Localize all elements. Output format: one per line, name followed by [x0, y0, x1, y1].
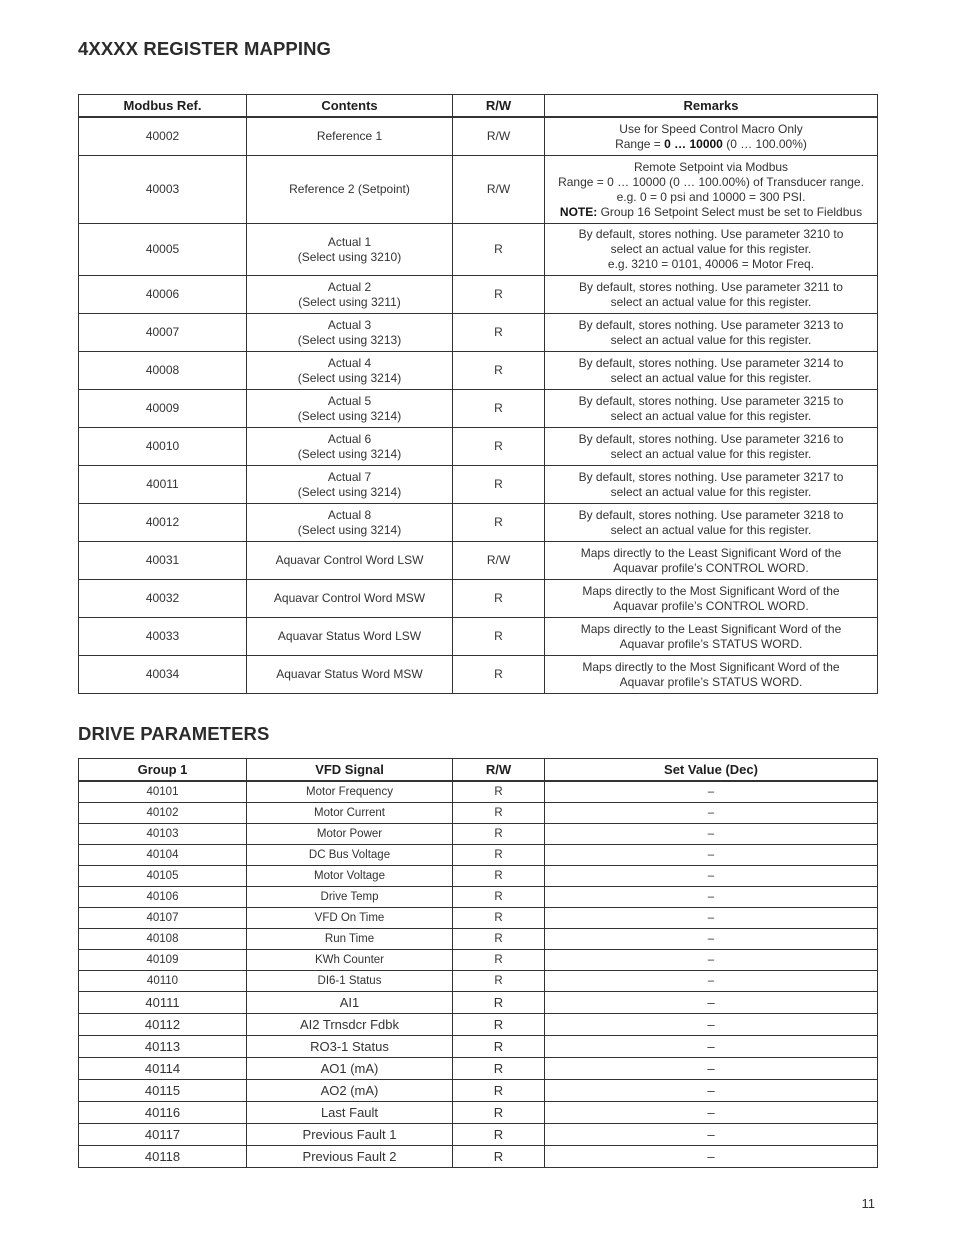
drive-parameters-table	[78, 758, 878, 1168]
vfd-signal-cell: AI1	[247, 992, 453, 1014]
vfd-signal-cell: DI6-1 Status	[247, 971, 453, 992]
remarks-text: By default, stores nothing. Use parameter 3215 to	[578, 393, 844, 408]
table-row	[79, 992, 878, 1014]
contents-line: (Select using 3210)	[297, 249, 402, 264]
set-value-cell: –	[545, 929, 878, 950]
remarks-text: select an actual value for this register.	[610, 446, 812, 461]
contents-cell	[247, 156, 453, 224]
remarks-text: select an actual value for this register.	[610, 408, 812, 423]
table-row	[79, 352, 878, 390]
set-value-cell: –	[545, 845, 878, 866]
contents-line: (Select using 3214)	[297, 446, 402, 461]
rw-cell: R	[453, 845, 545, 866]
table-row	[79, 929, 878, 950]
remarks-line	[549, 584, 873, 599]
table-row	[79, 390, 878, 428]
remarks-cell	[545, 656, 878, 694]
remarks-cell	[545, 466, 878, 504]
table-header-row	[79, 95, 878, 118]
remarks-cell	[545, 580, 878, 618]
remarks-line	[549, 205, 873, 220]
contents-line: Aquavar Status Word MSW	[276, 667, 423, 681]
vfd-signal-cell: Motor Current	[247, 803, 453, 824]
remarks-line	[549, 394, 873, 409]
rw-cell: R	[453, 950, 545, 971]
table-row	[79, 971, 878, 992]
remarks-line	[549, 175, 873, 190]
group-ref-cell: 40116	[79, 1102, 247, 1124]
contents-line: Actual 6	[327, 431, 372, 446]
contents-line: (Select using 3214)	[297, 484, 402, 499]
remarks-text: By default, stores nothing. Use parameter 3210 to	[578, 227, 844, 241]
contents-line: Reference 2 (Setpoint)	[289, 182, 410, 196]
remarks-text: select an actual value for this register.	[610, 332, 812, 347]
modbus-ref-cell: 40002	[79, 117, 247, 156]
remarks-text: Aquavar profile’s CONTROL WORD.	[613, 560, 809, 575]
table-row	[79, 908, 878, 929]
group-ref-cell: 40102	[79, 803, 247, 824]
table-row	[79, 1146, 878, 1168]
remarks-text: By default, stores nothing. Use parameter 3211 to	[579, 279, 843, 294]
remarks-text: By default, stores nothing. Use parameter 3213 to	[578, 317, 844, 332]
group-ref-cell: 40111	[79, 992, 247, 1014]
remarks-text: select an actual value for this register.	[610, 522, 812, 537]
vfd-signal-cell: Drive Temp	[247, 887, 453, 908]
contents-line: (Select using 3214)	[297, 370, 402, 385]
rw-cell: R	[453, 781, 545, 803]
group-ref-cell: 40110	[79, 971, 247, 992]
group-ref-cell: 40101	[79, 781, 247, 803]
vfd-signal-cell: AO2 (mA)	[247, 1080, 453, 1102]
rw-cell: R	[453, 352, 545, 390]
vfd-signal-cell: AI2 Trnsdcr Fdbk	[247, 1014, 453, 1036]
remarks-line	[549, 470, 873, 485]
rw-cell: R	[453, 656, 545, 694]
modbus-ref-cell: 40032	[79, 580, 247, 618]
remarks-cell	[545, 314, 878, 352]
remarks-text: By default, stores nothing. Use parameter 3214 to	[578, 355, 844, 370]
rw-cell: R	[453, 824, 545, 845]
modbus-ref-cell: 40033	[79, 618, 247, 656]
modbus-ref-cell: 40031	[79, 542, 247, 580]
remarks-text: Range = 0 … 10000 (0 … 100.00%) of Transducer range.	[558, 174, 864, 189]
column-header: Group 1	[79, 759, 247, 782]
remarks-line	[549, 432, 873, 447]
column-header: R/W	[453, 95, 545, 118]
remarks-line	[549, 447, 873, 462]
group-ref-cell: 40106	[79, 887, 247, 908]
modbus-ref-cell: 40011	[79, 466, 247, 504]
remarks-text: e.g. 3210 = 0101, 40006 = Motor Freq.	[607, 257, 815, 271]
table-row	[79, 466, 878, 504]
remarks-line	[549, 523, 873, 538]
remarks-text: Maps directly to the Most Significant Word of the	[582, 659, 840, 674]
contents-cell	[247, 352, 453, 390]
vfd-signal-cell: KWh Counter	[247, 950, 453, 971]
contents-line: Actual 8	[327, 507, 372, 522]
remarks-line	[549, 561, 873, 576]
remarks-text: (0 … 100.00%)	[722, 136, 807, 151]
remarks-text: select an actual value for this register.	[610, 242, 812, 256]
remarks-cell	[545, 542, 878, 580]
remarks-line	[549, 622, 873, 637]
remarks-text: By default, stores nothing. Use parameter 3216 to	[578, 431, 844, 446]
modbus-ref-cell: 40034	[79, 656, 247, 694]
remarks-text: e.g. 0 = 0 psi and 10000 = 300 PSI.	[616, 189, 806, 204]
vfd-signal-cell: AO1 (mA)	[247, 1058, 453, 1080]
group-ref-cell: 40117	[79, 1124, 247, 1146]
remarks-line	[549, 190, 873, 205]
table-row	[79, 276, 878, 314]
table-row	[79, 866, 878, 887]
rw-cell: R/W	[453, 156, 545, 224]
remarks-line	[549, 356, 873, 371]
column-header: Modbus Ref.	[79, 95, 247, 118]
remarks-line	[549, 333, 873, 348]
remarks-line	[549, 546, 873, 561]
set-value-cell: –	[545, 1124, 878, 1146]
set-value-cell: –	[545, 781, 878, 803]
contents-line: (Select using 3213)	[297, 332, 402, 347]
group-ref-cell: 40118	[79, 1146, 247, 1168]
remarks-cell	[545, 352, 878, 390]
set-value-cell: –	[545, 971, 878, 992]
modbus-ref-cell: 40009	[79, 390, 247, 428]
group-ref-cell: 40108	[79, 929, 247, 950]
rw-cell: R/W	[453, 542, 545, 580]
table-row	[79, 314, 878, 352]
column-header: VFD Signal	[247, 759, 453, 782]
contents-line: Aquavar Control Word LSW	[275, 553, 424, 567]
column-header: Remarks	[545, 95, 878, 118]
table-row	[79, 156, 878, 224]
rw-cell: R	[453, 971, 545, 992]
remarks-line	[549, 295, 873, 310]
rw-cell: R	[453, 1036, 545, 1058]
modbus-ref-cell: 40003	[79, 156, 247, 224]
group-ref-cell: 40103	[79, 824, 247, 845]
table-row	[79, 428, 878, 466]
vfd-signal-cell: Motor Frequency	[247, 781, 453, 803]
vfd-signal-cell: VFD On Time	[247, 908, 453, 929]
rw-cell: R	[453, 803, 545, 824]
remarks-line	[549, 371, 873, 386]
remarks-cell	[545, 276, 878, 314]
rw-cell: R	[453, 276, 545, 314]
set-value-cell: –	[545, 866, 878, 887]
register-mapping-table	[78, 94, 878, 694]
table-row	[79, 1102, 878, 1124]
vfd-signal-cell: Motor Voltage	[247, 866, 453, 887]
remarks-text: Aquavar profile’s CONTROL WORD.	[613, 598, 809, 613]
remarks-line	[549, 242, 873, 257]
table-row	[79, 1058, 878, 1080]
contents-line: (Select using 3214)	[297, 522, 402, 537]
vfd-signal-cell: Last Fault	[247, 1102, 453, 1124]
rw-cell: R	[453, 618, 545, 656]
table-row	[79, 824, 878, 845]
vfd-signal-cell: RO3-1 Status	[247, 1036, 453, 1058]
remarks-line	[549, 508, 873, 523]
contents-cell	[247, 618, 453, 656]
group-ref-cell: 40112	[79, 1014, 247, 1036]
contents-line: (Select using 3211)	[298, 294, 401, 309]
contents-line: Actual 3	[327, 317, 372, 332]
section-heading-register-mapping: 4XXXX REGISTER MAPPING	[78, 38, 332, 59]
remarks-text: select an actual value for this register.	[610, 484, 812, 499]
column-header: R/W	[453, 759, 545, 782]
contents-cell	[247, 656, 453, 694]
rw-cell: R	[453, 314, 545, 352]
remarks-line	[549, 485, 873, 500]
remarks-text: Use for Speed Control Macro Only	[619, 121, 803, 136]
table-row	[79, 1036, 878, 1058]
table-row	[79, 224, 878, 276]
table-row	[79, 1080, 878, 1102]
rw-cell: R	[453, 887, 545, 908]
remarks-text: Aquavar profile’s STATUS WORD.	[619, 674, 803, 689]
table-row	[79, 1124, 878, 1146]
remarks-cell	[545, 156, 878, 224]
remarks-line	[549, 409, 873, 424]
contents-cell	[247, 428, 453, 466]
set-value-cell: –	[545, 1058, 878, 1080]
contents-line: Actual 5	[327, 393, 372, 408]
set-value-cell: –	[545, 1036, 878, 1058]
rw-cell: R	[453, 1014, 545, 1036]
remarks-line	[549, 599, 873, 614]
remarks-line	[549, 160, 873, 175]
remarks-bold-text: NOTE:	[559, 204, 598, 219]
remarks-text: Maps directly to the Most Significant Word of the	[582, 583, 840, 598]
modbus-ref-cell: 40012	[79, 504, 247, 542]
rw-cell: R	[453, 1124, 545, 1146]
table-row	[79, 845, 878, 866]
remarks-text: select an actual value for this register.	[610, 294, 812, 309]
rw-cell: R	[453, 224, 545, 276]
set-value-cell: –	[545, 887, 878, 908]
modbus-ref-cell: 40008	[79, 352, 247, 390]
remarks-cell	[545, 618, 878, 656]
page-number: 11	[861, 1196, 875, 1211]
modbus-ref-cell: 40010	[79, 428, 247, 466]
column-header: Contents	[247, 95, 453, 118]
contents-line: Reference 1	[316, 129, 383, 143]
set-value-cell: –	[545, 1014, 878, 1036]
group-ref-cell: 40115	[79, 1080, 247, 1102]
contents-line: Actual 4	[327, 355, 372, 370]
vfd-signal-cell: Previous Fault 1	[247, 1124, 453, 1146]
rw-cell: R	[453, 466, 545, 504]
set-value-cell: –	[545, 950, 878, 971]
rw-cell: R	[453, 428, 545, 466]
remarks-line	[549, 137, 873, 152]
set-value-cell: –	[545, 908, 878, 929]
table-row	[79, 950, 878, 971]
vfd-signal-cell: Motor Power	[247, 824, 453, 845]
table-header-row	[79, 759, 878, 782]
remarks-line	[549, 257, 873, 272]
remarks-text: Maps directly to the Least Significant Word of the	[580, 621, 842, 636]
vfd-signal-cell: Previous Fault 2	[247, 1146, 453, 1168]
remarks-text: select an actual value for this register.	[610, 370, 812, 385]
column-header: Set Value (Dec)	[545, 759, 878, 782]
contents-line: (Select using 3214)	[297, 408, 402, 423]
remarks-bold-text: 0 … 10000	[664, 136, 723, 151]
set-value-cell: –	[545, 803, 878, 824]
remarks-line	[549, 122, 873, 137]
contents-cell	[247, 276, 453, 314]
contents-cell	[247, 390, 453, 428]
contents-line: Actual 7	[327, 469, 372, 484]
remarks-cell	[545, 117, 878, 156]
contents-line: Aquavar Status Word LSW	[277, 629, 422, 643]
remarks-line	[549, 227, 873, 242]
table-row	[79, 117, 878, 156]
modbus-ref-cell: 40007	[79, 314, 247, 352]
remarks-cell	[545, 428, 878, 466]
remarks-text: Maps directly to the Least Significant Word of the	[580, 545, 842, 560]
rw-cell: R	[453, 866, 545, 887]
table-row	[79, 781, 878, 803]
group-ref-cell: 40104	[79, 845, 247, 866]
group-ref-cell: 40107	[79, 908, 247, 929]
set-value-cell: –	[545, 1146, 878, 1168]
rw-cell: R	[453, 992, 545, 1014]
vfd-signal-cell: Run Time	[247, 929, 453, 950]
rw-cell: R	[453, 1080, 545, 1102]
vfd-signal-cell: DC Bus Voltage	[247, 845, 453, 866]
remarks-text: By default, stores nothing. Use parameter 3217 to	[578, 469, 844, 484]
contents-cell	[247, 542, 453, 580]
group-ref-cell: 40109	[79, 950, 247, 971]
remarks-text: By default, stores nothing. Use parameter 3218 to	[578, 507, 844, 522]
remarks-text: Range =	[615, 136, 665, 151]
table-row	[79, 504, 878, 542]
contents-cell	[247, 117, 453, 156]
remarks-cell	[545, 504, 878, 542]
contents-cell	[247, 466, 453, 504]
rw-cell: R/W	[453, 117, 545, 156]
remarks-cell	[545, 390, 878, 428]
modbus-ref-cell: 40005	[79, 224, 247, 276]
remarks-line	[549, 280, 873, 295]
contents-cell	[247, 224, 453, 276]
rw-cell: R	[453, 908, 545, 929]
section-heading-drive-parameters: DRIVE PARAMETERS	[78, 723, 270, 744]
remarks-line	[549, 660, 873, 675]
table-row	[79, 618, 878, 656]
rw-cell: R	[453, 929, 545, 950]
remarks-line	[549, 675, 873, 690]
set-value-cell: –	[545, 1080, 878, 1102]
remarks-text: Remote Setpoint via Modbus	[633, 159, 789, 174]
remarks-text: Aquavar profile’s STATUS WORD.	[619, 636, 803, 651]
group-ref-cell: 40105	[79, 866, 247, 887]
remarks-text: Group 16 Setpoint Select must be set to Fieldbus	[597, 204, 863, 219]
rw-cell: R	[453, 580, 545, 618]
set-value-cell: –	[545, 824, 878, 845]
rw-cell: R	[453, 390, 545, 428]
remarks-cell	[545, 224, 878, 276]
set-value-cell: –	[545, 992, 878, 1014]
contents-cell	[247, 504, 453, 542]
rw-cell: R	[453, 1058, 545, 1080]
group-ref-cell: 40113	[79, 1036, 247, 1058]
rw-cell: R	[453, 504, 545, 542]
contents-line: Actual 2	[327, 279, 372, 294]
table-row	[79, 656, 878, 694]
group-ref-cell: 40114	[79, 1058, 247, 1080]
set-value-cell: –	[545, 1102, 878, 1124]
contents-line: Actual 1	[327, 234, 372, 249]
contents-cell	[247, 314, 453, 352]
remarks-line	[549, 637, 873, 652]
contents-line: Aquavar Control Word MSW	[273, 591, 426, 605]
table-row	[79, 803, 878, 824]
rw-cell: R	[453, 1146, 545, 1168]
remarks-line	[549, 318, 873, 333]
table-row	[79, 580, 878, 618]
table-row	[79, 1014, 878, 1036]
table-row	[79, 542, 878, 580]
contents-cell	[247, 580, 453, 618]
table-row	[79, 887, 878, 908]
rw-cell: R	[453, 1102, 545, 1124]
modbus-ref-cell: 40006	[79, 276, 247, 314]
